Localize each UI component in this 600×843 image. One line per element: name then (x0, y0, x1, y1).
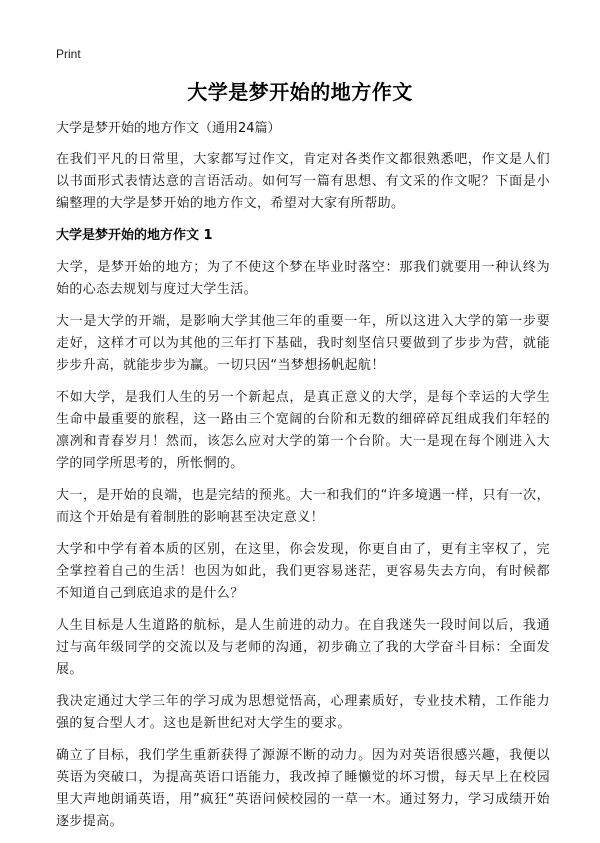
article-body (56, 118, 550, 843)
paragraph: 确立了目标，我们学生重新获得了源源不断的动力。因为对英语很感兴趣，我便以英语为突破口，为提高英语口语能力，我改掉了睡懒觉的坏习惯，每天早上在校园里大声地朗诵英语，用”疯狂“英语问候校园的一草一木。通过努力，学习成绩开始逐步提高。 (56, 748, 550, 829)
paragraph: 大一是大学的开端，是影响大学其他三年的重要一年，所以这进入大学的第一步要走好，这样才可以为其他的三年打下基础，我时刻坚信只要做到了步步为营，就能步步升高，就能步步为赢。一切只因“当梦想扬帆起航！ (56, 314, 550, 373)
paragraph: 我决定通过大学三年的学习成为思想觉悟高，心理素质好，专业技术精，工作能力强的复合型人才。这也是新世纪对大学生的要求。 (56, 694, 550, 731)
article-subtitle: 大学是梦开始的地方作文（通用24篇） (56, 121, 281, 136)
section-heading: 大学是梦开始的地方作文 1 (56, 228, 213, 243)
paragraph: 大学和中学有着本质的区别，在这里，你会发现，你更自由了，更有主宰权了，完全掌控着自己的生活！也因为如此，我们更容易迷茫，更容易失去方向，有时候都不知道自己到底追求的是什么？ (56, 542, 550, 601)
page-title: 大学是梦开始的地方作文 (187, 80, 413, 104)
intro-paragraph: 在我们平凡的日常里，大家都写过作文，肯定对各类作文都很熟悉吧，作文是人们以书面形式表情达意的言语活动。如何写一篇有思想、有文采的作文呢？下面是小编整理的大学是梦开始的地方作文，希望对大家有所帮助。 (56, 152, 550, 211)
paragraph: 人生目标是人生道路的航标，是人生前进的动力。在自我迷失一段时间以后，我通过与高年级同学的交流以及与老师的沟通，初步确立了我的大学奋斗目标：全面发展。 (56, 618, 550, 677)
paragraph: 不如大学，是我们人生的另一个新起点，是真正意义的大学，是每个幸运的大学生生命中最重要的旅程，这一路由三个宽阔的台阶和无数的细碎碎瓦组成我们年轻的凛冽和青春岁月！然而，该怎么应对大学的第一个台阶。大一是现在每个刚进入大学的同学所思考的，所怅惘的。 (56, 390, 550, 471)
paragraph: 大一，是开始的良端，也是完结的预兆。大一和我们的“许多境遇一样，只有一次，而这个开始是有着制胜的影响甚至决定意义！ (56, 488, 550, 525)
paragraph: 大学，是梦开始的地方；为了不使这个梦在毕业时落空：那我们就要用一种认终为始的心态去规划与度过大学生活。 (56, 260, 550, 297)
print-link[interactable]: Print (56, 47, 81, 61)
